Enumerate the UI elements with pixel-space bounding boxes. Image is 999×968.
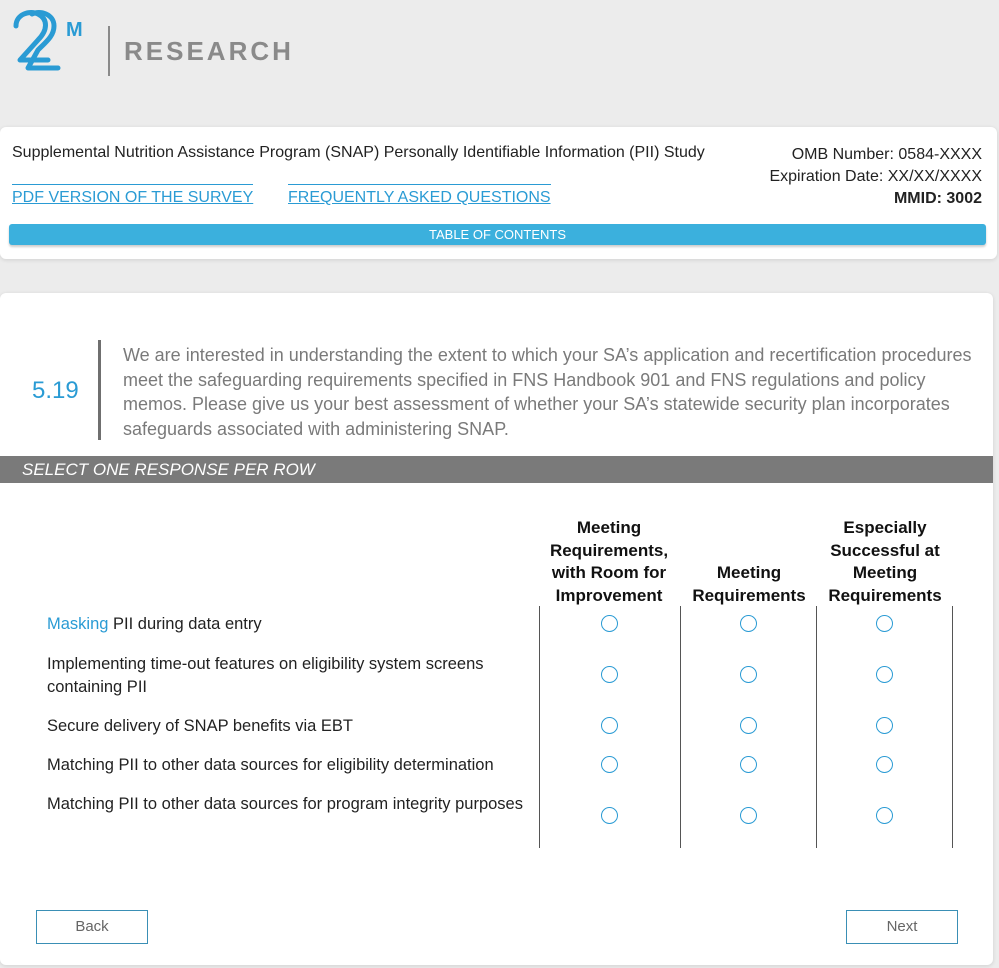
row4-radio-meeting[interactable] [740, 756, 757, 773]
survey-header [0, 127, 997, 259]
row4-radio-room-for-improvement[interactable] [601, 756, 618, 773]
faq-link[interactable]: FREQUENTLY ASKED QUESTIONS [288, 184, 551, 207]
row1-radio-room-for-improvement[interactable] [601, 615, 618, 632]
question-divider [98, 340, 101, 440]
logo-mark-letter: M [66, 19, 83, 41]
next-button[interactable]: Next [846, 910, 958, 944]
column-header-meeting: Meeting Requirements [692, 563, 806, 605]
column-separator [680, 606, 681, 848]
omb-info [769, 144, 982, 210]
instruction-text: SELECT ONE RESPONSE PER ROW [22, 460, 315, 479]
mmid: MMID: 3002 [893, 190, 982, 207]
row1-radio-meeting[interactable] [740, 615, 757, 632]
column-header-room-for-improvement: Meeting Requirements, with Room for Improvement [549, 518, 669, 605]
row-label-timeout: Implementing time-out features on eligibility system screens containing PII [47, 655, 484, 696]
row2-radio-meeting[interactable] [740, 666, 757, 683]
study-title: Supplemental Nutrition Assistance Program (SNAP) Personally Identifiable Information (PII) Study [12, 144, 705, 161]
logo-divider [108, 26, 110, 76]
omb-number: OMB Number: 0584-XXXX [791, 146, 982, 163]
masking-highlight: Masking [47, 615, 109, 633]
row4-radio-especially-successful[interactable] [876, 756, 893, 773]
row-label-integrity-matching: Matching PII to other data sources for program integrity purposes [47, 795, 523, 813]
2m-logo-mark [8, 8, 100, 80]
column-separator [816, 606, 817, 848]
row2-radio-room-for-improvement[interactable] [601, 666, 618, 683]
column-header-especially-successful: Especially Successful at Meeting Requirements [828, 518, 942, 605]
row3-radio-especially-successful[interactable] [876, 717, 893, 734]
question-number: 5.19 [32, 377, 79, 404]
row3-radio-meeting[interactable] [740, 717, 757, 734]
row-label-eligibility-matching: Matching PII to other data sources for eligibility determination [47, 756, 494, 774]
row5-radio-room-for-improvement[interactable] [601, 807, 618, 824]
back-button[interactable]: Back [36, 910, 148, 944]
column-separator [539, 606, 540, 848]
row1-radio-especially-successful[interactable] [876, 615, 893, 632]
column-separator [952, 606, 953, 848]
instruction-bar [0, 456, 993, 483]
question-text: We are interested in understanding the extent to which your SA’s application and recertification procedures meet the safeguarding requirements specified in FNS Handbook 901 and FNS regulations and policy memos. Please give us your best assessment of whether your SA’s statewide security plan incorporates safeguards associated with administering SNAP. [123, 345, 972, 439]
company-logo [8, 8, 298, 80]
table-of-contents-button[interactable]: TABLE OF CONTENTS [9, 224, 986, 245]
row-label-text: PII during data entry [108, 615, 262, 633]
row3-radio-room-for-improvement[interactable] [601, 717, 618, 734]
expiration-date: Expiration Date: XX/XX/XXXX [769, 168, 982, 185]
row-label-ebt: Secure delivery of SNAP benefits via EBT [47, 717, 354, 735]
row-label-masking [47, 613, 537, 636]
row5-radio-meeting[interactable] [740, 807, 757, 824]
pdf-version-link[interactable]: PDF VERSION OF THE SURVEY [12, 184, 253, 207]
row5-radio-especially-successful[interactable] [876, 807, 893, 824]
logo-text: RESEARCH [124, 36, 294, 66]
row2-radio-especially-successful[interactable] [876, 666, 893, 683]
question-card [0, 293, 993, 965]
